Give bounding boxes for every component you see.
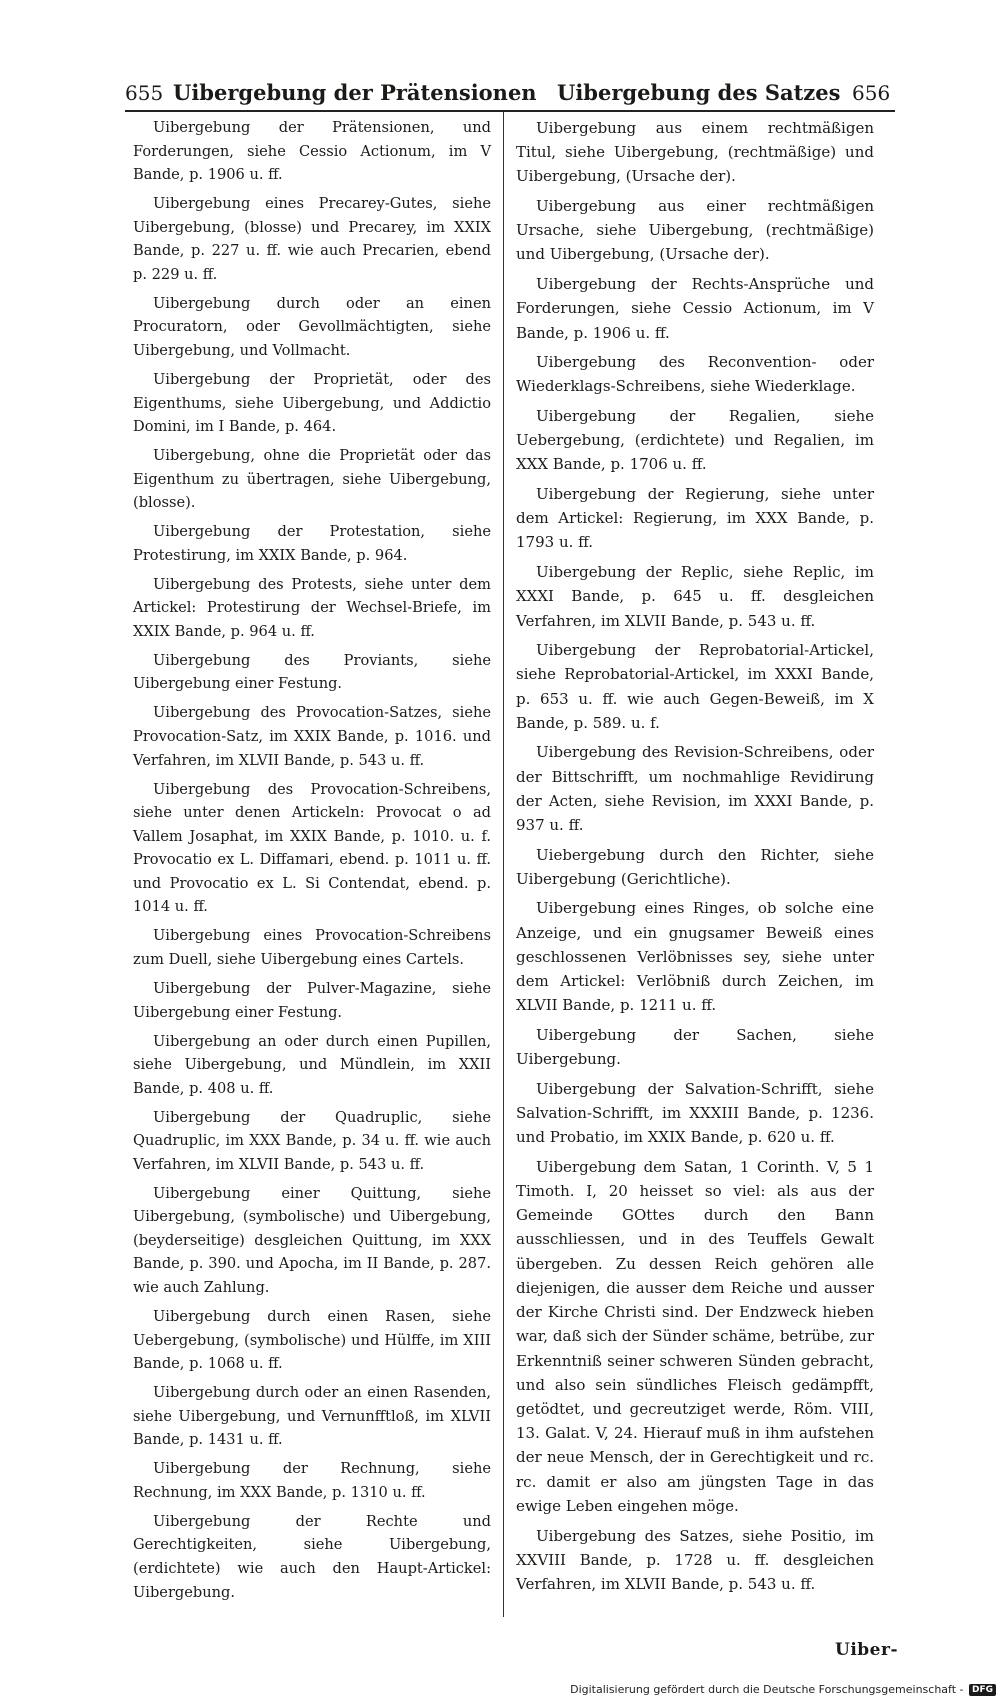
column-divider bbox=[503, 112, 504, 1617]
dictionary-entry: Uibergebung der Rechts-Ansprüche und Forderungen, siehe Cessio Actionum, im V Bande, p. 1906 u. ff. bbox=[516, 275, 874, 342]
dictionary-entry: Uibergebung des Protests, siehe unter dem Artickel: Protestirung der Wechsel-Briefe, im XXIX Bande, p. 964 u. ff. bbox=[133, 575, 491, 640]
dictionary-entry: Uibergebung der Rechte und Gerechtigkeiten, siehe Uibergebung, (erdichtete) wie auch den Haupt-Artickel: Uibergebung. bbox=[133, 1512, 491, 1601]
dfg-logo-icon: DFG bbox=[969, 1684, 996, 1696]
dictionary-entry: Uibergebung durch oder an einen Rasenden, siehe Uibergebung, und Vernunfftloß, im XLVII Bande, p. 1431 u. ff. bbox=[133, 1384, 491, 1449]
dictionary-entry: Uibergebung der Rechnung, siehe Rechnung, im XXX Bande, p. 1310 u. ff. bbox=[133, 1460, 491, 1501]
dictionary-entry: Uibergebung der Sachen, siehe Uibergebung. bbox=[516, 1025, 874, 1069]
dictionary-entry: Uibergebung durch einen Rasen, siehe Uebergebung, (symbolische) und Hülffe, im XIII Bande, p. 1068 u. ff. bbox=[133, 1308, 491, 1373]
dictionary-entry: Uibergebung des Provocation-Schreibens, siehe unter denen Artickeln: Provocat o ad Vallem Josaphat, im XXIX Bande, p. 1010. u. f. Provocatio ex L. Diffamari, ebend. p. 1011 u. ff. und Provocatio ex L. Si Contendat, ebend. p. 1014 u. ff. bbox=[133, 780, 491, 916]
dictionary-entry: Uibergebung des Revision-Schreibens, oder der Bittschrifft, um nochmahlige Revidirung der Acten, siehe Revision, im XXXI Bande, p. 937 u. ff. bbox=[516, 743, 874, 835]
dictionary-entry: Uibergebung der Salvation-Schrifft, siehe Salvation-Schrifft, im XXXIII Bande, p. 1236. und Probatio, im XXIX Bande, p. 620 u. ff. bbox=[516, 1079, 874, 1147]
dictionary-entry: Uibergebung des Proviants, siehe Uibergebung einer Festung. bbox=[133, 651, 491, 693]
dictionary-entry: Uibergebung der Regierung, siehe unter dem Artickel: Regierung, im XXX Bande, p. 1793 u. ff. bbox=[516, 485, 874, 552]
dictionary-entry: Uibergebung der Proprietät, oder des Eigenthums, siehe Uibergebung, und Addictio Domini, im I Bande, p. 464. bbox=[133, 370, 491, 436]
right-page-number: 656 bbox=[852, 81, 891, 105]
dictionary-entry: Uibergebung eines Ringes, ob solche eine Anzeige, und ein gnugsamer Beweiß eines geschlossenen Verlöbnisses sey, siehe unter dem Artickel: Verlöbniß durch Zeichen, im XLVII Bande, p. 1211 u. ff. bbox=[516, 899, 874, 1015]
right-column bbox=[516, 116, 874, 1596]
dictionary-entry: Uibergebung der Reprobatorial-Artickel, siehe Reprobatorial-Artickel, im XXXI Bande, p. 653 u. ff. wie auch Gegen-Beweiß, im X Bande, p. 589. u. f. bbox=[516, 641, 874, 732]
dictionary-entry: Uibergebung dem Satan, 1 Corinth. V, 5 1 Timoth. I, 20 heisset so viel: als aus der Gemeinde GOttes durch den Bann ausschliessen, und in des Teuffels Gewalt übergeben. Zu dessen Reich gehören alle diejenigen, die ausser dem Reiche und ausser der Kirche Christi sind. Der Endzweck hieben war, daß sich der Sünder schäme, betrübe, zur Erkenntniß seiner schweren Sünden gebracht, und also sein sündliches Fleisch gedämpfft, getödtet, und gecreutziget werde, Röm. VIII, 13. Galat. V, 24. Hierauf muß in ihm aufstehen der neue Mensch, der in Gerechtigkeit und rc. rc. damit er also am jüngsten Tage in das ewige Leben eingehen möge. bbox=[516, 1157, 874, 1515]
left-page-number: 655 bbox=[125, 81, 164, 105]
dictionary-entry: Uibergebung der Replic, siehe Replic, im XXXI Bande, p. 645 u. ff. desgleichen Verfahren, im XLVII Bande, p. 543 u. ff. bbox=[516, 563, 874, 630]
dictionary-entry: Uibergebung der Pulver-Magazine, siehe Uibergebung einer Festung. bbox=[133, 979, 491, 1021]
dictionary-entry: Uibergebung des Satzes, siehe Positio, im XXVIII Bande, p. 1728 u. ff. desgleichen Verfahren, im XLVII Bande, p. 543 u. ff. bbox=[516, 1526, 874, 1593]
dictionary-entry: Uiebergebung durch den Richter, siehe Uibergebung (Gerichtliche). bbox=[516, 845, 874, 888]
header-rule bbox=[125, 110, 895, 112]
footer-text: Digitalisierung gefördert durch die Deutsche Forschungsgemeinschaft - bbox=[570, 1683, 964, 1696]
left-column bbox=[133, 116, 491, 1604]
catchword: Uiber- bbox=[835, 1640, 898, 1660]
dictionary-entry: Uibergebung der Regalien, siehe Uebergebung, (erdichtete) und Regalien, im XXX Bande, p. 1706 u. ff. bbox=[516, 406, 874, 474]
dictionary-entry: Uibergebung an oder durch einen Pupillen, siehe Uibergebung, und Mündlein, im XXII Bande, p. 408 u. ff. bbox=[133, 1032, 491, 1097]
right-running-title: Uibergebung des Satzes bbox=[557, 80, 841, 105]
dictionary-entry: Uibergebung der Quadruplic, siehe Quadruplic, im XXX Bande, p. 34 u. ff. wie auch Verfahren, im XLVII Bande, p. 543 u. ff. bbox=[133, 1108, 491, 1173]
dictionary-entry: Uibergebung aus einem rechtmäßigen Titul, siehe Uibergebung, (rechtmäßige) und Uibergebung, (Ursache der). bbox=[516, 119, 874, 186]
dictionary-entry: Uibergebung durch oder an einen Procuratorn, oder Gevollmächtigten, siehe Uibergebung, und Vollmacht. bbox=[133, 294, 491, 359]
dictionary-entry: Uibergebung aus einer rechtmäßigen Ursache, siehe Uibergebung, (rechtmäßige) und Uibergebung, (Ursache der). bbox=[516, 197, 874, 264]
digitization-footer bbox=[570, 1683, 996, 1696]
dictionary-entry: Uibergebung des Reconvention- oder Wiederklags-Schreibens, siehe Wiederklage. bbox=[516, 353, 874, 396]
dictionary-entry: Uibergebung, ohne die Proprietät oder das Eigenthum zu übertragen, siehe Uibergebung, (blosse). bbox=[133, 447, 491, 512]
running-header bbox=[125, 78, 895, 110]
dictionary-entry: Uibergebung eines Provocation-Schreibens zum Duell, siehe Uibergebung eines Cartels. bbox=[133, 927, 491, 968]
dictionary-entry: Uibergebung des Provocation-Satzes, siehe Provocation-Satz, im XXIX Bande, p. 1016. und Verfahren, im XLVII Bande, p. 543 u. ff. bbox=[133, 704, 491, 769]
dictionary-entry: Uibergebung der Protestation, siehe Protestirung, im XXIX Bande, p. 964. bbox=[133, 523, 491, 564]
dictionary-entry: Uibergebung einer Quittung, siehe Uibergebung, (symbolische) und Uibergebung, (beyderseitige) desgleichen Quittung, im XXX Bande, p. 390. und Apocha, im II Bande, p. 287. wie auch Zahlung. bbox=[133, 1184, 491, 1297]
dictionary-entry: Uibergebung der Prätensionen, und Forderungen, siehe Cessio Actionum, im V Bande, p. 1906 u. ff. bbox=[133, 119, 491, 184]
left-running-title: Uibergebung der Prätensionen bbox=[173, 80, 537, 105]
dictionary-entry: Uibergebung eines Precarey-Gutes, siehe Uibergebung, (blosse) und Precarey, im XXIX Bande, p. 227 u. ff. wie auch Precarien, ebend p. 229 u. ff. bbox=[133, 195, 491, 283]
